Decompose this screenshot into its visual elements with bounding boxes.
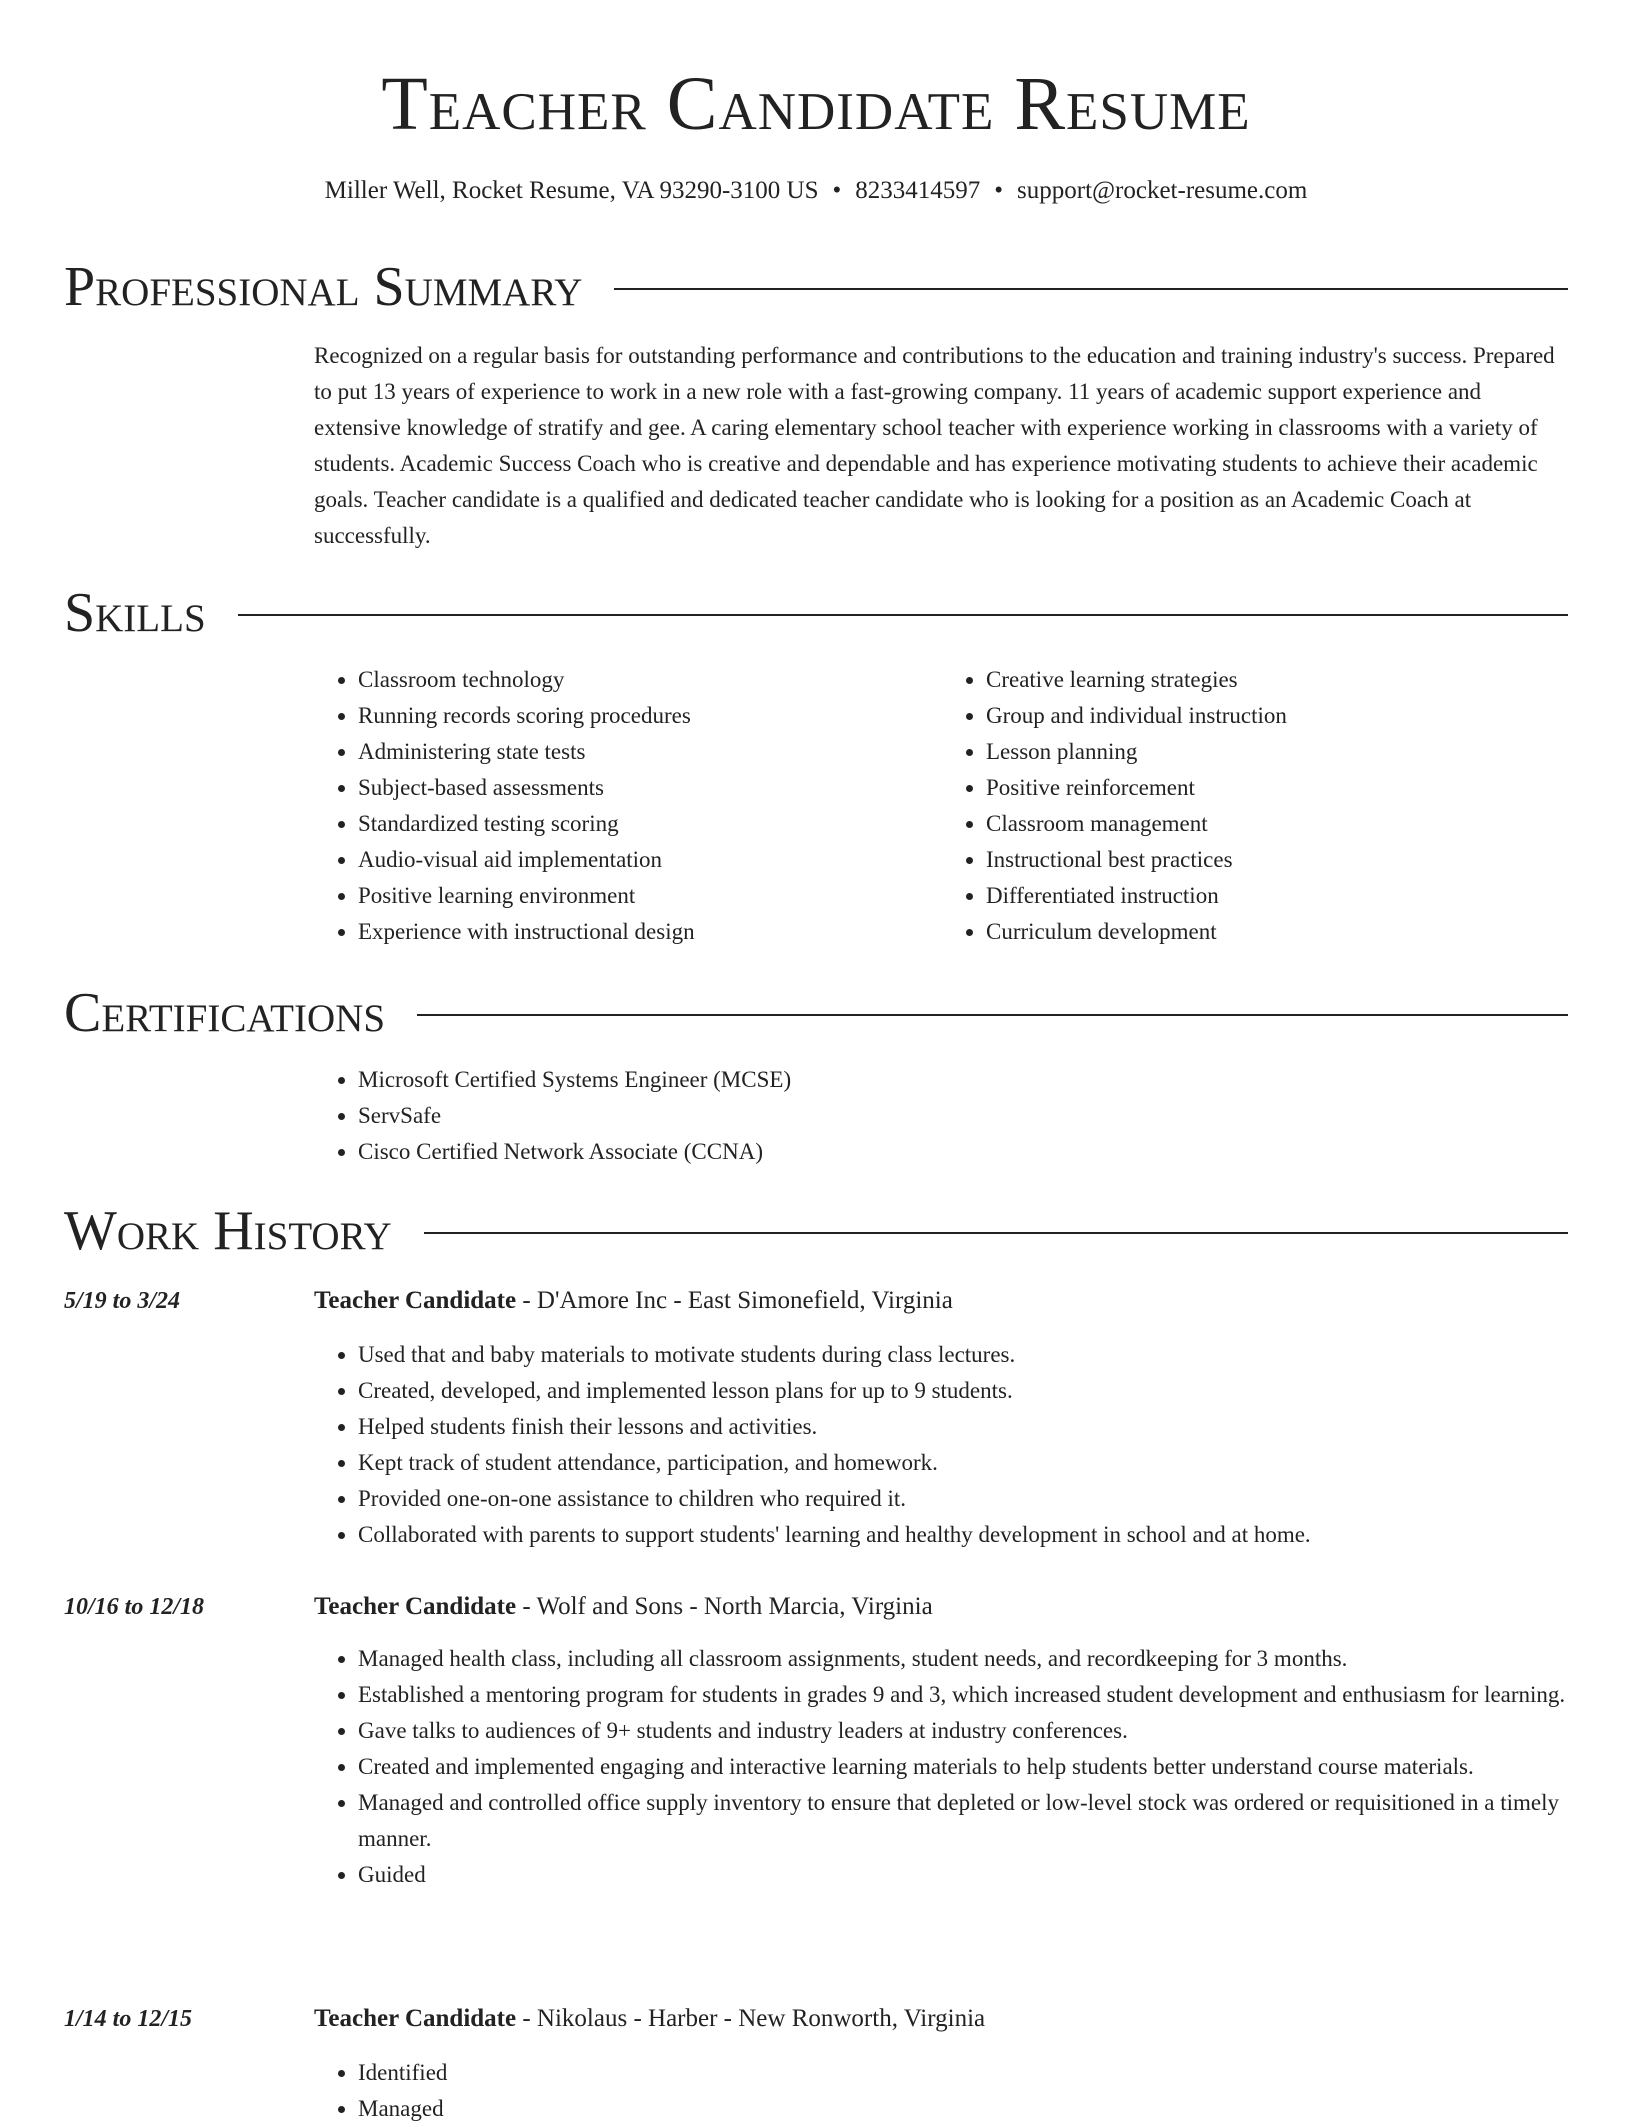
skill-item: • Group and individual instruction (986, 698, 1570, 734)
skill-item: • Administering state tests (358, 734, 942, 770)
job-dates: 5/19 to 3/24 (64, 1288, 181, 1314)
certifications-section-header (64, 978, 1568, 1048)
skill-item: • Lesson planning (986, 734, 1570, 770)
certifications-heading: Certifications (64, 982, 386, 1044)
section-divider (238, 614, 1568, 616)
resume-title: Teacher Candidate Resume (381, 62, 1251, 146)
job-heading (314, 1283, 953, 1319)
job-heading (314, 1589, 933, 1625)
certifications-block (314, 1062, 1570, 1170)
skill-item: • Subject-based assessments (358, 770, 942, 806)
summary-section-header (64, 252, 1568, 322)
contact-separator: • (832, 177, 842, 204)
work-history-section-header (64, 1196, 1568, 1266)
skill-item: • Classroom management (986, 806, 1570, 842)
skill-item: • Curriculum development (986, 914, 1570, 950)
job-details: - Wolf and Sons - North Marcia, Virginia (516, 1593, 933, 1620)
skill-item: • Classroom technology (358, 662, 942, 698)
section-divider (424, 1232, 1568, 1234)
job-title: Teacher Candidate (314, 2005, 517, 2032)
contact-separator: • (994, 177, 1004, 204)
skill-item: • Audio-visual aid implementation (358, 842, 942, 878)
certification-item: • Cisco Certified Network Associate (CCNA) (358, 1134, 1570, 1170)
job-bullet: • Identified (358, 2055, 1614, 2091)
section-divider (417, 1014, 1568, 1016)
contact-line (0, 174, 1632, 208)
skills-list-left (314, 662, 942, 950)
job-bullet: • Gave talks to audiences of 9+ students and industry leaders at industry conferences. (358, 1713, 1614, 1749)
job-bullet: • Kept track of student attendance, participation, and homework. (358, 1445, 1614, 1481)
job-bullet: • Collaborated with parents to support students' learning and healthy development in school and at home. (358, 1517, 1614, 1553)
job-bullet: • Used that and baby materials to motivate students during class lectures. (358, 1337, 1614, 1373)
job-bullet: • Managed and controlled office supply inventory to ensure that depleted or low-level stock was ordered or requisitioned in a timely manner. (358, 1785, 1614, 1857)
job-bullet: • Managed health class, including all classroom assignments, student needs, and recordkeeping for 3 months. (358, 1641, 1614, 1677)
job-bullets (314, 1337, 1614, 1553)
job-bullet: • Created, developed, and implemented lesson plans for up to 9 students. (358, 1373, 1614, 1409)
job-bullet: • Created and implemented engaging and interactive learning materials to help students better understand course materials. (358, 1749, 1614, 1785)
job-heading (314, 2001, 985, 2037)
job-bullet: • Provided one-on-one assistance to children who required it. (358, 1481, 1614, 1517)
job-details: - D'Amore Inc - East Simonefield, Virginia (516, 1287, 953, 1314)
summary-text: Recognized on a regular basis for outstanding performance and contributions to the education and training industry's success. Prepared to put 13 years of experience to work in a new role with a fast-growing company. 11 years of academic support experience and extensive knowledge of stratify and gee. A caring elementary school teacher with experience working in classrooms with a variety of students. Academic Success Coach who is creative and dependable and has experience motivating students to achieve their academic goals. Teacher candidate is a qualified and dedicated teacher candidate who is looking for a position as an Academic Coach at successfully. (314, 343, 1555, 548)
job-bullet: • Guided (358, 1857, 1614, 1893)
skill-item: • Differentiated instruction (986, 878, 1570, 914)
skill-item: • Positive reinforcement (986, 770, 1570, 806)
contact-email: support@rocket-resume.com (1017, 177, 1308, 204)
job-bullets (314, 1641, 1614, 1893)
certification-item: • ServSafe (358, 1098, 1570, 1134)
contact-phone: 8233414597 (855, 177, 981, 204)
job-title: Teacher Candidate (314, 1593, 517, 1620)
job-bullet: • Managed (358, 2091, 1614, 2127)
job-dates: 1/14 to 12/15 (64, 2006, 193, 2032)
job-bullets (314, 2055, 1614, 2127)
skills-section-header (64, 578, 1568, 648)
skill-item: • Experience with instructional design (358, 914, 942, 950)
certification-item: • Microsoft Certified Systems Engineer (MCSE) (358, 1062, 1570, 1098)
contact-address: Miller Well, Rocket Resume, VA 93290-3100 US (324, 177, 819, 204)
job-title: Teacher Candidate (314, 1287, 517, 1314)
skills-list-right (942, 662, 1570, 950)
skills-heading: Skills (64, 582, 206, 644)
job-details: - Nikolaus - Harber - New Ronworth, Virginia (516, 2005, 986, 2032)
skill-item: • Creative learning strategies (986, 662, 1570, 698)
job-bullet: • Helped students finish their lessons and activities. (358, 1409, 1614, 1445)
skill-item: • Standardized testing scoring (358, 806, 942, 842)
skill-item: • Instructional best practices (986, 842, 1570, 878)
job-bullet: • Established a mentoring program for students in grades 9 and 3, which increased student development and enthusiasm for learning. (358, 1677, 1614, 1713)
skills-columns (314, 662, 1570, 950)
certifications-list (314, 1062, 1570, 1170)
skill-item: • Running records scoring procedures (358, 698, 942, 734)
section-divider (614, 288, 1568, 290)
skill-item: • Positive learning environment (358, 878, 942, 914)
summary-heading: Professional Summary (64, 256, 583, 318)
work-history-heading: Work History (64, 1200, 392, 1262)
job-dates: 10/16 to 12/18 (64, 1594, 205, 1620)
